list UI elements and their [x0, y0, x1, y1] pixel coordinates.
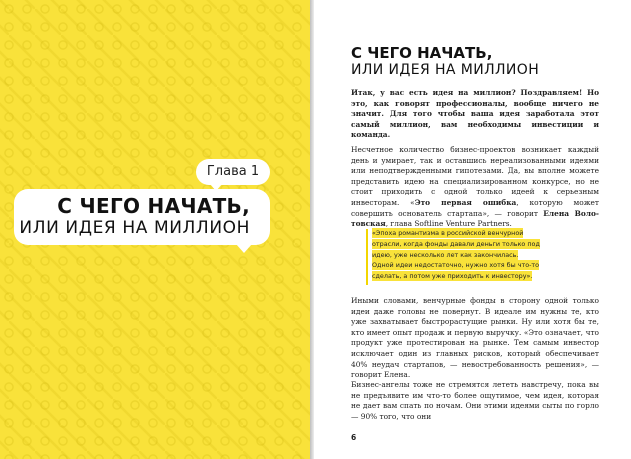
- page-number: 6: [351, 433, 357, 442]
- body-paragraph-2: Иными словами, венчурные фонды в сторону одной только идеи даже головы не повернут. В идеале им нужны те, кто уже захватывает быстрорастущие рынки. Ну или хотя бы те, кто имеет опыт продаж и первую выручку. «Это означает, что продукт уже протестирован на рынке. Тем самым инвестор исключает один из главных рисков, который обеспечивает 40% неудач стартапов, — невостребованность решения», — говорит Елена.: [351, 296, 599, 380]
- quote-accent-bar: [366, 229, 368, 285]
- left-page: [0, 0, 310, 459]
- chapter-title-line2: ИЛИ ИДЕЯ НА МИЛЛИОН: [19, 218, 250, 238]
- para1-bold-b: Елена Волотовская: [351, 208, 599, 229]
- pull-quote: [372, 228, 542, 282]
- chapter-title-line1: С ЧЕГО НАЧАТЬ,: [57, 194, 250, 218]
- section-title-line1: С ЧЕГО НАЧАТЬ,: [351, 44, 493, 62]
- section-title-line2: ИЛИ ИДЕЯ НА МИЛЛИОН: [351, 62, 540, 78]
- right-page: [314, 0, 631, 459]
- lead-paragraph: Итак, у вас есть идея на миллион? Поздравляем! Но это, как говорят профессионалы, вообще ничего не значит. Для того чтобы ваша идея заработала этот самый миллион, вам необходимы инвестиции и команда.: [351, 88, 599, 140]
- para1-text-b: , которую может совершить основатель стартапа», — говорит: [351, 197, 599, 218]
- body-paragraph-3: Бизнес-ангелы тоже не стремятся лететь навстречу, пока вы не предъявите им что-то более ощутимое, чем идея, которая не дает вам спать по ночам. Они этими идеями сыты по горло — 90% того, что они: [351, 380, 599, 421]
- para1-text-a: Несчетное количество бизнес-проектов возникает каждый день и умирает, так и оставшись нереализованными идеями или неподтвержденными гипотезами. Да, вы вполне можете представить идею на специализированном конкурсе, но не стоит приходить с одной только идеей к серьезным инвесторам. «: [351, 145, 599, 207]
- para1-text-c: , глава Softline Venture Partners.: [385, 219, 512, 229]
- para1-bold-a: Это первая ошибка: [414, 197, 517, 207]
- body-paragraph-1: [351, 145, 599, 230]
- chapter-label: Глава 1: [196, 159, 270, 185]
- pull-quote-text: «Эпоха романтизма в российской венчурной отрасли, когда фонды давали деньги только под идею, уже несколько лет как закончилась. Одной идеи недостаточно, нужно хотя бы что-то сделать, а потом уже приходить к инвестору».: [372, 229, 540, 281]
- chapter-title-bubble: [14, 189, 270, 245]
